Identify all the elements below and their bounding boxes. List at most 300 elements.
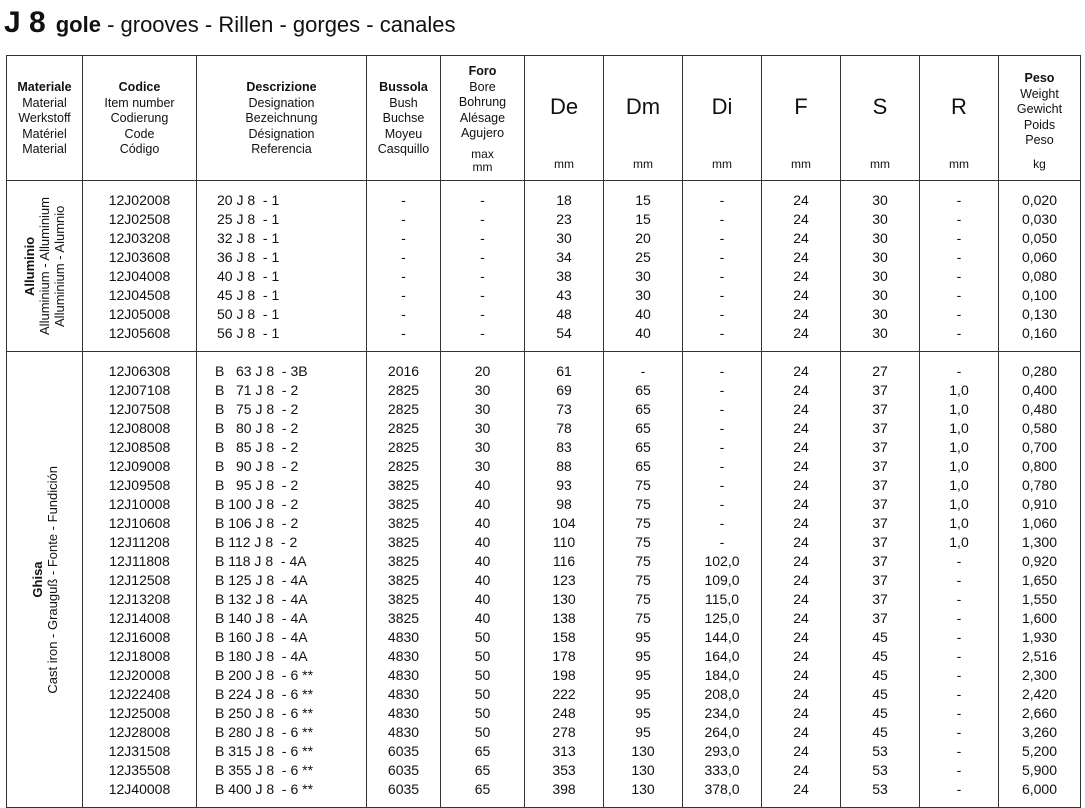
table-row	[7, 352, 1081, 382]
cell-r: -	[920, 286, 999, 305]
cell-bush: 6035	[367, 761, 441, 780]
cell-description: B 106 J 8 - 2	[197, 514, 367, 533]
table-row	[7, 609, 1081, 628]
cell-r: -	[920, 248, 999, 267]
cell-s: 37	[841, 571, 920, 590]
cell-dm: 75	[604, 533, 683, 552]
cell-de: 138	[525, 609, 604, 628]
cell-di: -	[683, 495, 762, 514]
table-row	[7, 590, 1081, 609]
cell-weight: 6,000	[999, 780, 1081, 808]
header-unit: max	[471, 147, 494, 161]
cell-r: -	[920, 609, 999, 628]
cell-dm: 75	[604, 495, 683, 514]
header-codice	[83, 56, 197, 181]
table-row	[7, 229, 1081, 248]
header-unit: mm	[633, 157, 653, 171]
cell-s: 30	[841, 286, 920, 305]
cell-de: 116	[525, 552, 604, 571]
cell-di: -	[683, 181, 762, 211]
cell-di: 208,0	[683, 685, 762, 704]
table-row	[7, 181, 1081, 211]
cell-bush: 4830	[367, 723, 441, 742]
cell-f: 24	[762, 305, 841, 324]
cell-s: 45	[841, 685, 920, 704]
cell-dm: 95	[604, 685, 683, 704]
cell-f: 24	[762, 666, 841, 685]
cell-bush: 2825	[367, 381, 441, 400]
cell-weight: 2,516	[999, 647, 1081, 666]
title-translations: - grooves - Rillen - gorges - canales	[100, 12, 456, 37]
cell-di: -	[683, 286, 762, 305]
header-line: Código	[119, 142, 160, 156]
cell-s: 37	[841, 438, 920, 457]
cell-weight: 0,400	[999, 381, 1081, 400]
cell-weight: 0,920	[999, 552, 1081, 571]
cell-dm: 20	[604, 229, 683, 248]
cell-code: 12J03208	[83, 229, 197, 248]
cell-dm: 65	[604, 438, 683, 457]
cell-de: 34	[525, 248, 604, 267]
header-line: Codice	[118, 80, 161, 94]
cell-description: B 160 J 8 - 4A	[197, 628, 367, 647]
cell-r: 1,0	[920, 476, 999, 495]
cell-r: -	[920, 229, 999, 248]
cell-description: B 140 J 8 - 4A	[197, 609, 367, 628]
cell-bore: 40	[441, 495, 525, 514]
table-row	[7, 381, 1081, 400]
cell-f: 24	[762, 229, 841, 248]
material-group	[7, 181, 1081, 352]
header-line: Poids	[1023, 117, 1056, 132]
header-line: Désignation	[248, 126, 315, 141]
cell-s: 30	[841, 267, 920, 286]
cell-description: 50 J 8 - 1	[197, 305, 367, 324]
table-row	[7, 666, 1081, 685]
cell-di: 184,0	[683, 666, 762, 685]
cell-description: B 90 J 8 - 2	[197, 457, 367, 476]
table-row	[7, 704, 1081, 723]
material-label	[30, 466, 60, 694]
cell-weight: 1,550	[999, 590, 1081, 609]
cell-bush: 2825	[367, 419, 441, 438]
cell-de: 73	[525, 400, 604, 419]
cell-description: B 400 J 8 - 6 **	[197, 780, 367, 808]
cell-bore: 40	[441, 514, 525, 533]
cell-s: 37	[841, 590, 920, 609]
cell-s: 53	[841, 761, 920, 780]
cell-r: -	[920, 685, 999, 704]
cell-code: 12J31508	[83, 742, 197, 761]
cell-bore: -	[441, 324, 525, 352]
header-line: Werkstoff	[18, 111, 71, 125]
header-unit: mm	[949, 157, 969, 171]
cell-bush: -	[367, 181, 441, 211]
cell-dm: 25	[604, 248, 683, 267]
cell-dm: 95	[604, 628, 683, 647]
cell-weight: 1,300	[999, 533, 1081, 552]
cell-description: B 118 J 8 - 4A	[197, 552, 367, 571]
header-unit: mm	[472, 160, 493, 174]
table-row	[7, 723, 1081, 742]
cell-s: 37	[841, 495, 920, 514]
header-foro	[441, 56, 525, 181]
cell-code: 12J20008	[83, 666, 197, 685]
cell-code: 12J10008	[83, 495, 197, 514]
header-line: Bush	[389, 95, 418, 110]
cell-bore: 30	[441, 438, 525, 457]
cell-description: B 355 J 8 - 6 **	[197, 761, 367, 780]
table-row	[7, 248, 1081, 267]
cell-r: -	[920, 267, 999, 286]
cell-bore: 30	[441, 457, 525, 476]
cell-de: 30	[525, 229, 604, 248]
cell-bush: -	[367, 286, 441, 305]
cell-r: -	[920, 761, 999, 780]
cell-f: 24	[762, 210, 841, 229]
cell-bush: 6035	[367, 780, 441, 808]
cell-f: 24	[762, 438, 841, 457]
table-row	[7, 305, 1081, 324]
cell-di: -	[683, 533, 762, 552]
material-line: Alluminio	[22, 236, 37, 296]
cell-weight: 1,060	[999, 514, 1081, 533]
material-cell	[7, 181, 83, 352]
table-row	[7, 438, 1081, 457]
header-line: Code	[124, 126, 155, 141]
header-line: Bezeichnung	[245, 111, 318, 125]
cell-description: B 95 J 8 - 2	[197, 476, 367, 495]
title-gole: gole	[55, 12, 101, 37]
cell-description: 25 J 8 - 1	[197, 210, 367, 229]
cell-de: 61	[525, 352, 604, 382]
cell-di: -	[683, 267, 762, 286]
cell-code: 12J18008	[83, 647, 197, 666]
cell-dm: 95	[604, 666, 683, 685]
cell-code: 12J03608	[83, 248, 197, 267]
cell-description: 40 J 8 - 1	[197, 267, 367, 286]
cell-description: B 180 J 8 - 4A	[197, 647, 367, 666]
cell-description: 56 J 8 - 1	[197, 324, 367, 352]
cell-f: 24	[762, 248, 841, 267]
cell-s: 37	[841, 400, 920, 419]
table-row	[7, 400, 1081, 419]
cell-r: -	[920, 571, 999, 590]
cell-r: 1,0	[920, 495, 999, 514]
cell-f: 24	[762, 267, 841, 286]
header-line: Item number	[104, 95, 175, 110]
cell-s: 45	[841, 666, 920, 685]
cell-f: 24	[762, 286, 841, 305]
cell-bush: -	[367, 324, 441, 352]
header-de	[525, 56, 604, 181]
cell-s: 30	[841, 181, 920, 211]
header-line: Bussola	[379, 80, 428, 94]
header-unit: mm	[712, 157, 732, 171]
title-code: J 8	[4, 6, 46, 39]
header-line: Matériel	[22, 126, 67, 141]
cell-code: 12J09508	[83, 476, 197, 495]
header-line: Designation	[248, 95, 315, 110]
cell-code: 12J12508	[83, 571, 197, 590]
header-line: Bore	[469, 79, 496, 94]
cell-weight: 1,600	[999, 609, 1081, 628]
cell-de: 54	[525, 324, 604, 352]
cell-code: 12J40008	[83, 780, 197, 808]
cell-bush: 3825	[367, 609, 441, 628]
cell-description: B 200 J 8 - 6 **	[197, 666, 367, 685]
cell-weight: 0,080	[999, 267, 1081, 286]
header-f	[762, 56, 841, 181]
table-row	[7, 495, 1081, 514]
cell-s: 30	[841, 210, 920, 229]
cell-code: 12J06308	[83, 352, 197, 382]
cell-description: B 80 J 8 - 2	[197, 419, 367, 438]
cell-de: 78	[525, 419, 604, 438]
cell-bush: -	[367, 210, 441, 229]
cell-s: 45	[841, 723, 920, 742]
cell-bore: 65	[441, 742, 525, 761]
table-row	[7, 685, 1081, 704]
cell-r: -	[920, 704, 999, 723]
cell-de: 110	[525, 533, 604, 552]
cell-di: 378,0	[683, 780, 762, 808]
header-unit: mm	[870, 157, 890, 171]
table-row	[7, 210, 1081, 229]
cell-dm: 65	[604, 381, 683, 400]
header-materiale	[7, 56, 83, 181]
cell-di: -	[683, 457, 762, 476]
cell-bore: -	[441, 305, 525, 324]
cell-r: 1,0	[920, 438, 999, 457]
cell-de: 222	[525, 685, 604, 704]
cell-de: 313	[525, 742, 604, 761]
cell-bush: 4830	[367, 685, 441, 704]
cell-de: 130	[525, 590, 604, 609]
cell-s: 30	[841, 305, 920, 324]
cell-f: 24	[762, 181, 841, 211]
cell-r: 1,0	[920, 533, 999, 552]
cell-bush: -	[367, 229, 441, 248]
cell-de: 18	[525, 181, 604, 211]
cell-r: -	[920, 628, 999, 647]
header-symbol: De	[549, 94, 579, 119]
header-line: Casquillo	[377, 142, 430, 156]
cell-f: 24	[762, 457, 841, 476]
cell-dm: 65	[604, 419, 683, 438]
header-line: Peso	[1025, 133, 1054, 147]
cell-dm: 75	[604, 571, 683, 590]
cell-description: B 75 J 8 - 2	[197, 400, 367, 419]
cell-f: 24	[762, 400, 841, 419]
cell-bush: 3825	[367, 533, 441, 552]
table-header	[7, 56, 1081, 181]
cell-s: 37	[841, 609, 920, 628]
cell-f: 24	[762, 590, 841, 609]
cell-weight: 0,050	[999, 229, 1081, 248]
cell-dm: 15	[604, 210, 683, 229]
cell-s: 53	[841, 742, 920, 761]
cell-dm: 75	[604, 476, 683, 495]
cell-r: 1,0	[920, 514, 999, 533]
cell-description: B 132 J 8 - 4A	[197, 590, 367, 609]
cell-dm: 40	[604, 305, 683, 324]
header-unit: mm	[791, 157, 811, 171]
cell-f: 24	[762, 647, 841, 666]
material-line: Cast iron - Grauguß - Fonte - Fundición	[44, 465, 60, 694]
cell-s: 37	[841, 457, 920, 476]
cell-f: 24	[762, 723, 841, 742]
header-symbol: F	[794, 94, 808, 119]
cell-di: 115,0	[683, 590, 762, 609]
cell-bush: -	[367, 248, 441, 267]
cell-code: 12J14008	[83, 609, 197, 628]
cell-s: 53	[841, 780, 920, 808]
cell-code: 12J09008	[83, 457, 197, 476]
cell-weight: 0,910	[999, 495, 1081, 514]
material-line: Alluminium - Alluminium	[37, 197, 52, 335]
cell-dm: 75	[604, 514, 683, 533]
cell-di: 109,0	[683, 571, 762, 590]
cell-r: -	[920, 210, 999, 229]
header-line: Material	[22, 142, 67, 156]
header-descrizione	[197, 56, 367, 181]
cell-r: -	[920, 305, 999, 324]
cell-r: -	[920, 324, 999, 352]
cell-s: 45	[841, 704, 920, 723]
cell-r: -	[920, 742, 999, 761]
header-r	[920, 56, 999, 181]
cell-r: 1,0	[920, 400, 999, 419]
table-row	[7, 457, 1081, 476]
cell-weight: 0,800	[999, 457, 1081, 476]
cell-bore: 50	[441, 647, 525, 666]
table-row	[7, 552, 1081, 571]
cell-di: -	[683, 381, 762, 400]
cell-description: 45 J 8 - 1	[197, 286, 367, 305]
cell-s: 27	[841, 352, 920, 382]
cell-bore: 65	[441, 780, 525, 808]
cell-bush: 4830	[367, 628, 441, 647]
table-row	[7, 647, 1081, 666]
cell-bush: 3825	[367, 514, 441, 533]
cell-description: B 125 J 8 - 4A	[197, 571, 367, 590]
header-dm	[604, 56, 683, 181]
cell-code: 12J05008	[83, 305, 197, 324]
cell-bore: -	[441, 267, 525, 286]
cell-f: 24	[762, 761, 841, 780]
table-row	[7, 761, 1081, 780]
cell-bore: 50	[441, 723, 525, 742]
cell-weight: 0,100	[999, 286, 1081, 305]
cell-s: 37	[841, 533, 920, 552]
cell-weight: 5,900	[999, 761, 1081, 780]
cell-de: 23	[525, 210, 604, 229]
header-line: Foro	[468, 64, 497, 78]
header-di	[683, 56, 762, 181]
cell-dm: 130	[604, 761, 683, 780]
cell-bush: 3825	[367, 476, 441, 495]
cell-s: 30	[841, 324, 920, 352]
table-row	[7, 267, 1081, 286]
cell-weight: 0,580	[999, 419, 1081, 438]
cell-code: 12J04008	[83, 267, 197, 286]
cell-f: 24	[762, 352, 841, 382]
table-row	[7, 286, 1081, 305]
table-row	[7, 419, 1081, 438]
table-row	[7, 324, 1081, 352]
cell-code: 12J13208	[83, 590, 197, 609]
cell-weight: 2,660	[999, 704, 1081, 723]
cell-bore: 40	[441, 571, 525, 590]
cell-di: -	[683, 476, 762, 495]
cell-description: B 85 J 8 - 2	[197, 438, 367, 457]
cell-bore: 65	[441, 761, 525, 780]
cell-f: 24	[762, 742, 841, 761]
cell-s: 45	[841, 628, 920, 647]
cell-bore: 30	[441, 419, 525, 438]
cell-dm: 30	[604, 267, 683, 286]
cell-f: 24	[762, 571, 841, 590]
cell-di: 333,0	[683, 761, 762, 780]
cell-bore: 30	[441, 381, 525, 400]
cell-di: -	[683, 514, 762, 533]
cell-r: -	[920, 181, 999, 211]
cell-de: 48	[525, 305, 604, 324]
cell-code: 12J02508	[83, 210, 197, 229]
cell-f: 24	[762, 324, 841, 352]
cell-weight: 1,930	[999, 628, 1081, 647]
cell-de: 178	[525, 647, 604, 666]
cell-bush: 4830	[367, 704, 441, 723]
cell-bush: 2825	[367, 438, 441, 457]
cell-description: 32 J 8 - 1	[197, 229, 367, 248]
cell-bush: 2825	[367, 400, 441, 419]
cell-weight: 0,160	[999, 324, 1081, 352]
cell-s: 45	[841, 647, 920, 666]
cell-bore: 50	[441, 704, 525, 723]
header-line: Weight	[1020, 86, 1059, 101]
cell-bore: -	[441, 210, 525, 229]
table-row	[7, 628, 1081, 647]
cell-bore: -	[441, 181, 525, 211]
cell-weight: 5,200	[999, 742, 1081, 761]
cell-r: -	[920, 352, 999, 382]
cell-dm: 75	[604, 590, 683, 609]
cell-code: 12J28008	[83, 723, 197, 742]
cell-dm: 30	[604, 286, 683, 305]
cell-weight: 0,030	[999, 210, 1081, 229]
header-line: Moyeu	[384, 126, 423, 141]
cell-code: 12J11808	[83, 552, 197, 571]
cell-dm: 130	[604, 780, 683, 808]
cell-de: 248	[525, 704, 604, 723]
cell-r: -	[920, 666, 999, 685]
cell-f: 24	[762, 780, 841, 808]
cell-code: 12J08008	[83, 419, 197, 438]
cell-bush: 2825	[367, 457, 441, 476]
cell-dm: -	[604, 352, 683, 382]
cell-s: 30	[841, 229, 920, 248]
cell-weight: 3,260	[999, 723, 1081, 742]
table-row	[7, 571, 1081, 590]
cell-bush: 3825	[367, 495, 441, 514]
cell-bore: 40	[441, 552, 525, 571]
table-row	[7, 742, 1081, 761]
cell-di: -	[683, 419, 762, 438]
cell-de: 38	[525, 267, 604, 286]
cell-code: 12J04508	[83, 286, 197, 305]
